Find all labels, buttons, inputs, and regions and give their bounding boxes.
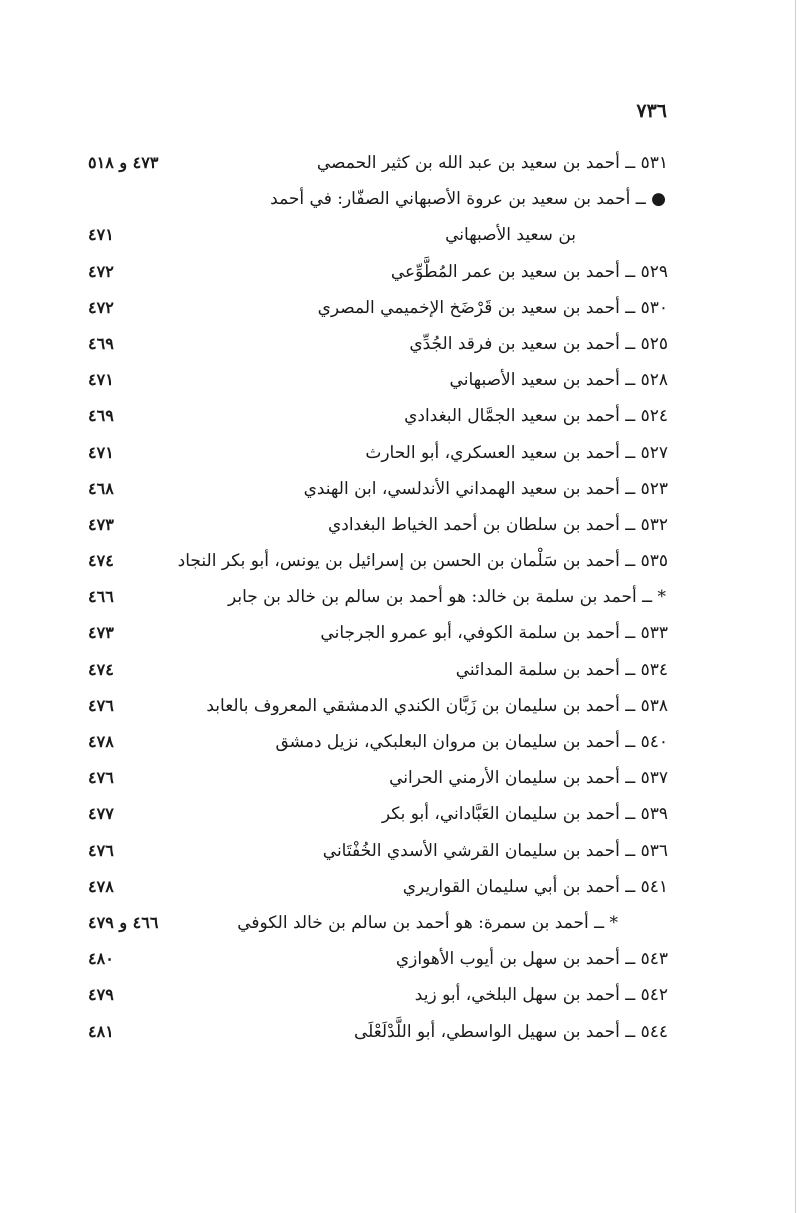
entry-pages: ٤٧٦	[88, 695, 114, 715]
entry-text: ٥٣٦ ــ أحمد بن سليمان القرشي الأسدي الخُفْتَاني	[322, 840, 668, 861]
entry-pages: ٤٧٢	[88, 261, 114, 281]
entry-text: ٥٣٣ ــ أحمد بن سلمة الكوفي، أبو عمرو الجرجاني	[320, 623, 668, 644]
entry-pages: ٤٦٦ و ٤٧٩	[88, 912, 159, 932]
entry-pages: ٤٧٢	[88, 297, 114, 317]
entry-pages: ٤٧٨	[88, 732, 114, 751]
entry-pages: ٤٧١	[88, 442, 114, 462]
entry-text: ٥٣٢ ــ أحمد بن سلطان بن أحمد الخياط البغدادي	[327, 514, 668, 535]
index-entry-continuation	[88, 217, 668, 253]
entry-text: ٥٣١ ــ أحمد بن سعيد بن عبد الله بن كثير الحمصي	[316, 153, 668, 173]
entry-text: ٥٤٣ ــ أحمد بن سهل بن أيوب الأهوازي	[395, 949, 668, 970]
entry-text: ٥٢٣ ــ أحمد بن سعيد الهمداني الأندلسي، ابن الهندي	[303, 478, 668, 499]
entry-text: ٥٣٥ ــ أحمد بن سَلْمان بن الحسن بن إسرائيل بن يونس، أبو بكر النجاد	[177, 551, 668, 572]
entry-text: ٥٣٠ ــ أحمد بن سعيد بن قَرْضَخ الإخميمي المصري	[317, 297, 668, 318]
index-entry-532	[88, 507, 668, 543]
entry-text: ٥٢٤ ــ أحمد بن سعيد الجمَّال البغدادي	[404, 406, 668, 427]
entry-pages: ٤٧٧	[88, 804, 114, 824]
index-entry-538	[88, 688, 668, 724]
entry-pages: ٤٦٦	[88, 587, 114, 607]
entry-pages: ٤٧١	[88, 225, 114, 245]
index-entry-536	[88, 833, 668, 869]
index-entry-525	[88, 326, 668, 362]
entry-pages: ٤٧٦	[88, 840, 114, 860]
entry-text: ٥٣٩ ــ أحمد بن سليمان العَبَّاداني، أبو بكر	[381, 804, 668, 825]
entry-text: ٥٢٨ ــ أحمد بن سعيد الأصبهاني	[449, 370, 668, 391]
entry-text: ٥٢٧ ــ أحمد بن سعيد العسكري، أبو الحارث	[365, 442, 668, 463]
entry-pages: ٤٧٩	[88, 985, 114, 1005]
index-entry-ref-samura	[88, 905, 668, 941]
entry-pages: ٤٦٩	[88, 333, 114, 353]
entry-text: * ــ أحمد بن سلمة بن خالد: هو أحمد بن سالم بن خالد بن جابر	[227, 587, 666, 608]
entry-pages: ٤٧٤	[88, 659, 114, 679]
index-entry-531	[88, 145, 668, 181]
index-entry-535	[88, 543, 668, 579]
entry-text: بن سعيد الأصبهاني	[445, 225, 576, 246]
entry-pages: ٤٧٤	[88, 551, 114, 571]
entry-pages: ٤٨٠	[88, 949, 114, 969]
entry-text: ٥٢٥ ــ أحمد بن سعيد بن فرقد الجُدِّي	[409, 333, 668, 354]
entry-text: ٥٤٤ ــ أحمد بن سهيل الواسطي، أبو اللَّدْلَعْلَى	[353, 1021, 668, 1042]
index-entries	[88, 145, 668, 1050]
entry-pages: ٤٧٨	[88, 876, 114, 896]
entry-pages: ٤٧١	[88, 370, 114, 390]
page-number: ٧٣٦	[636, 100, 667, 122]
index-entry-530	[88, 290, 668, 326]
index-entry-524	[88, 398, 668, 434]
entry-text: ● ــ أحمد بن سعيد بن عروة الأصبهاني الصفّار: في أحمد	[270, 189, 666, 210]
index-entry-540	[88, 724, 668, 760]
entry-pages: ٤٧٣	[88, 623, 114, 643]
index-entry-527	[88, 435, 668, 471]
index-entry-533	[88, 615, 668, 651]
entry-pages: ٤٦٩	[88, 406, 114, 426]
entry-text: ٥٤٢ ــ أحمد بن سهل البلخي، أبو زيد	[414, 985, 668, 1006]
index-entry-528	[88, 362, 668, 398]
entry-pages: ٤٨١	[88, 1021, 114, 1041]
entry-text: ٥٣٧ ــ أحمد بن سليمان الأرمني الحراني	[389, 768, 668, 789]
index-entry-ref-urwa	[88, 181, 668, 217]
entry-text: ٥٣٤ ــ أحمد بن سلمة المدائني	[455, 659, 668, 680]
index-entry-537	[88, 760, 668, 796]
page-edge-line	[795, 0, 796, 1213]
entry-text: ٥٤٠ ــ أحمد بن سليمان بن مروان البعلبكي، نزيل دمشق	[275, 732, 668, 752]
index-entry-529	[88, 254, 668, 290]
index-entry-534	[88, 652, 668, 688]
entry-text: * ــ أحمد بن سمرة: هو أحمد بن سالم بن خالد الكوفي	[237, 912, 618, 933]
entry-pages: ٤٧٦	[88, 768, 114, 788]
entry-pages: ٤٧٣	[88, 514, 114, 534]
entry-text: ٥٣٨ ــ أحمد بن سليمان بن زَبَّان الكندي الدمشقي المعروف بالعابد	[206, 695, 668, 716]
index-entry-542	[88, 977, 668, 1013]
entry-text: ٥٤١ ــ أحمد بن أبي سليمان القواريري	[402, 876, 668, 897]
entry-pages: ٤٦٨	[88, 478, 114, 498]
index-entry-543	[88, 941, 668, 977]
index-entry-ref-salama-khalid	[88, 579, 668, 615]
entry-text: ٥٢٩ ــ أحمد بن سعيد بن عمر المُطَّوِّعي	[390, 261, 668, 282]
index-entry-539	[88, 796, 668, 832]
entry-pages: ٤٧٣ و ٥١٨	[88, 153, 159, 172]
index-entry-523	[88, 471, 668, 507]
index-entry-544	[88, 1014, 668, 1050]
index-entry-541	[88, 869, 668, 905]
